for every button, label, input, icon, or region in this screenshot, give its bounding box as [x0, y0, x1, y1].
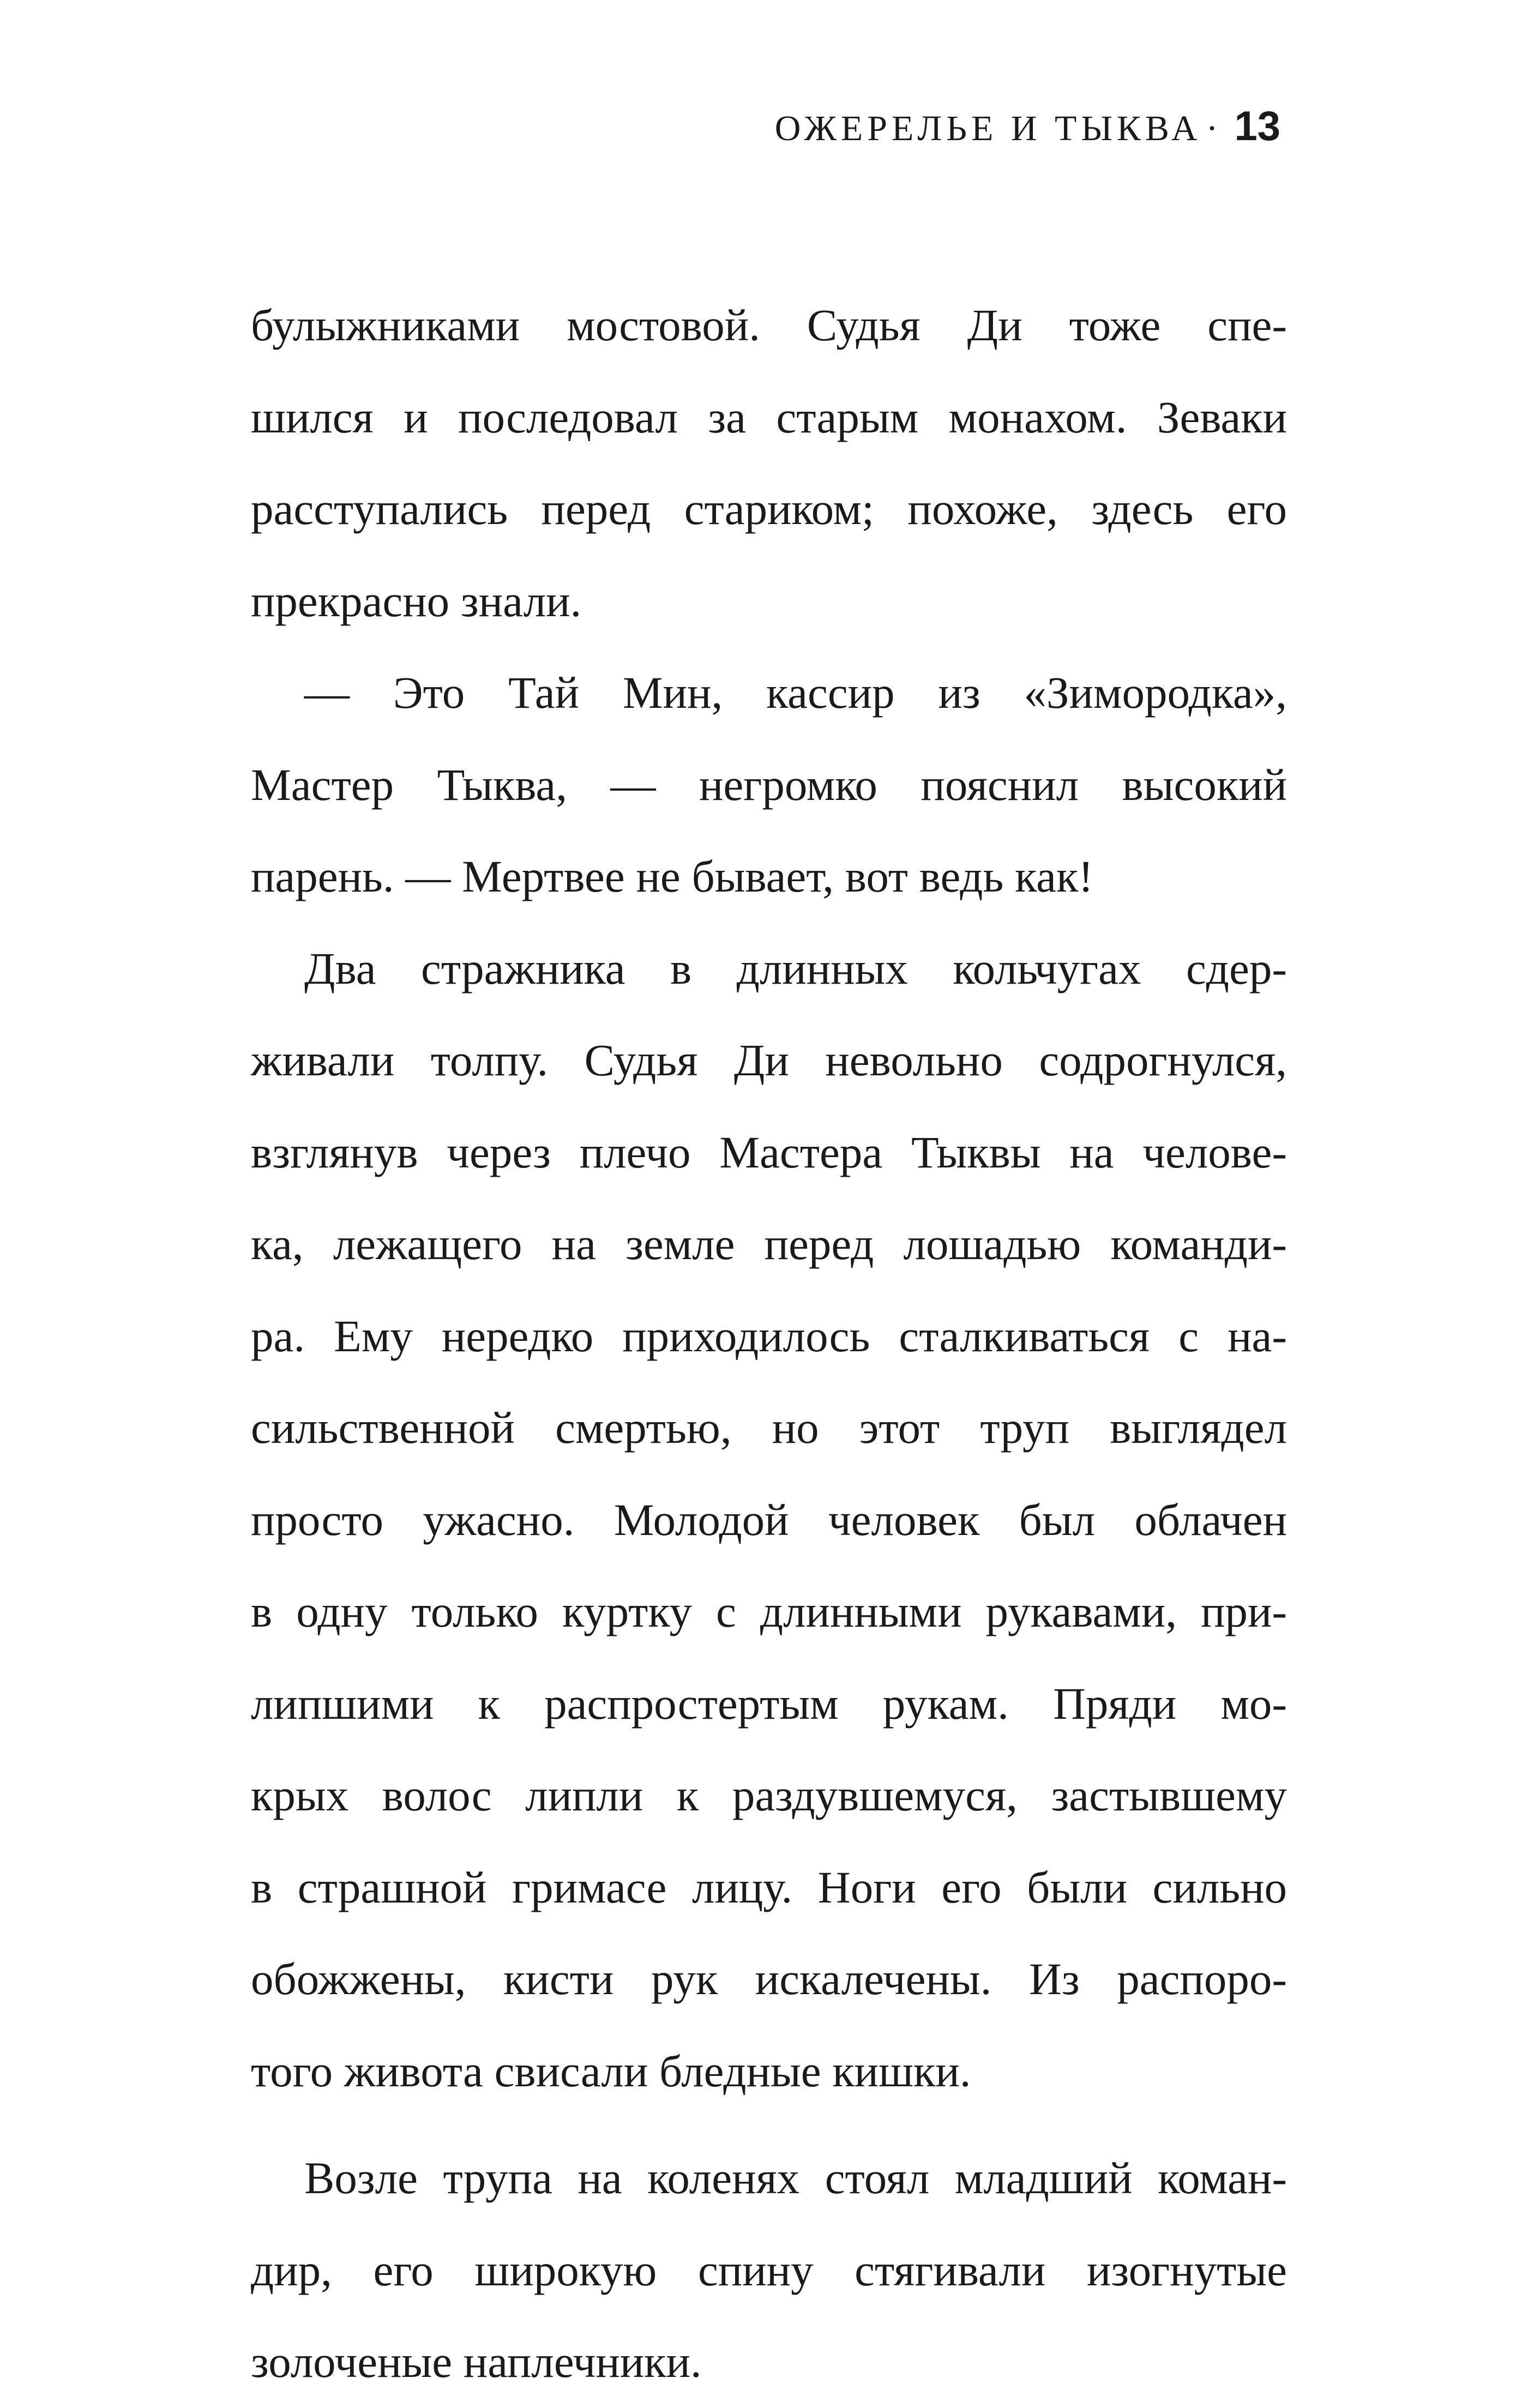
text-line: Мастер Тыква, — негромко пояснил высокий: [251, 759, 1287, 810]
paragraph-4: [251, 2132, 1287, 2408]
text-line: Возле трупа на коленях стоял младший коман-: [304, 2153, 1287, 2203]
text-line: парень. — Мертвее не бывает, вот ведь как!: [251, 851, 1093, 901]
text-line: крых волос липли к раздувшемуся, застывшему: [251, 1770, 1287, 1820]
text-line: ка, лежащего на земле перед лошадью команди-: [251, 1219, 1287, 1269]
text-line: — Это Тай Мин, кассир из «Зимородка»,: [304, 667, 1287, 718]
running-head-title: ОЖЕРЕЛЬЕ И ТЫКВА: [774, 109, 1202, 148]
paragraph-3: [251, 923, 1287, 2117]
text-line: живали толпу. Судья Ди невольно содрогнулся,: [251, 1035, 1287, 1085]
text-line: взглянув через плечо Мастера Тыквы на челове-: [251, 1127, 1287, 1177]
text-line: в страшной гримасе лицу. Ноги его были сильно: [251, 1862, 1287, 1912]
text-line: золоченые наплечники.: [251, 2337, 702, 2387]
text-line: в одну только куртку с длинными рукавами, при-: [251, 1586, 1287, 1636]
text-line: обожжены, кисти рук искалечены. Из распоро-: [251, 1954, 1287, 2004]
paragraph-2: [251, 647, 1287, 923]
running-head-separator: ·: [1206, 109, 1218, 148]
text-line: расступались перед стариком; похоже, здесь его: [251, 484, 1287, 534]
text-line: дир, его широкую спину стягивали изогнутые: [251, 2244, 1287, 2295]
body-text: [251, 279, 1287, 2408]
text-line: Два стражника в длинных кольчугах сдер-: [304, 943, 1287, 994]
paragraph-1: [251, 279, 1287, 647]
text-line: ра. Ему нередко приходилось сталкиваться с на-: [251, 1310, 1287, 1361]
text-line: липшими к распростертым рукам. Пряди мо-: [251, 1678, 1287, 1729]
text-line: булыжниками мостовой. Судья Ди тоже спе-: [251, 300, 1287, 350]
page-number: 13: [1234, 103, 1280, 149]
running-head: [775, 103, 1280, 150]
text-line: сильственной смертью, но этот труп выглядел: [251, 1402, 1287, 1453]
text-line: прекрасно знали.: [251, 575, 582, 626]
text-line: шился и последовал за старым монахом. Зеваки: [251, 392, 1287, 442]
text-line: просто ужасно. Молодой человек был облачен: [251, 1494, 1287, 1545]
text-line: того живота свисали бледные кишки.: [251, 2045, 971, 2096]
